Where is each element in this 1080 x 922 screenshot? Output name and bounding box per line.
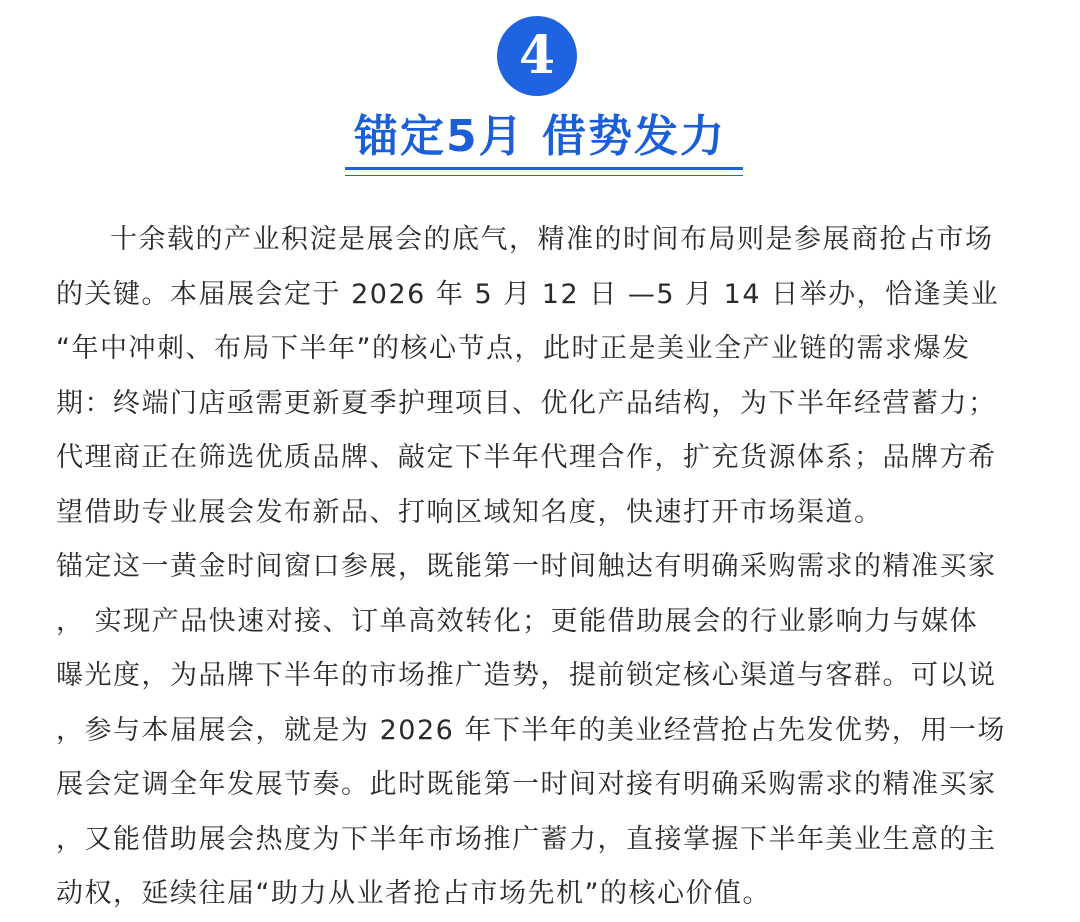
- section-title: 锚定5月 借势发力: [354, 111, 726, 162]
- body-line: 的关键。本届展会定于 2026 年 5 月 12 日 —5 月 14 日举办，恰逢美业: [56, 278, 1000, 310]
- body-line: 期：终端门店亟需更新夏季护理项目、优化产品结构，为下半年经营蓄力；: [56, 387, 997, 419]
- body-line: “年中冲刺、布局下半年”的核心节点，此时正是美业全产业链的需求爆发: [56, 333, 971, 364]
- section-number: 4: [518, 25, 556, 86]
- title-underline-thick: [345, 167, 743, 170]
- body-line: 锚定这一黄金时间窗口参展，既能第一时间触达有明确采购需求的精准买家: [56, 551, 997, 582]
- body-line: 动权，延续往届“助力从业者抢占市场先机”的核心价值。: [56, 878, 771, 909]
- body-line: ，参与本届展会，就是为 2026 年下半年的美业经营抢占先发优势，用一场: [56, 714, 1006, 746]
- body-line: 望借助专业展会发布新品、打响区域知名度，快速打开市场渠道。: [56, 496, 883, 528]
- section-number-badge: [497, 16, 577, 96]
- body-line: ， 实现产品快速对接、订单高效转化；更能借助展会的行业影响力与媒体: [56, 605, 979, 637]
- body-line: 十余载的产业积淀是展会的底气，精准的时间布局则是参展商抢占市场: [110, 224, 994, 255]
- article-body: [56, 213, 1028, 922]
- body-line: 曝光度，为品牌下半年的市场推广造势，提前锁定核心渠道与客群。可以说: [56, 660, 997, 691]
- body-line: ，又能借助展会热度为下半年市场推广蓄力，直接掌握下半年美业生意的主: [56, 823, 997, 855]
- section-header: [0, 0, 1080, 190]
- body-line: 代理商正在筛选优质品牌、敲定下半年代理合作，扩充货源体系；品牌方希: [56, 442, 997, 473]
- title-underline-thin: [345, 175, 743, 176]
- body-line: 展会定调全年发展节奏。此时既能第一时间对接有明确采购需求的精准买家: [56, 769, 997, 800]
